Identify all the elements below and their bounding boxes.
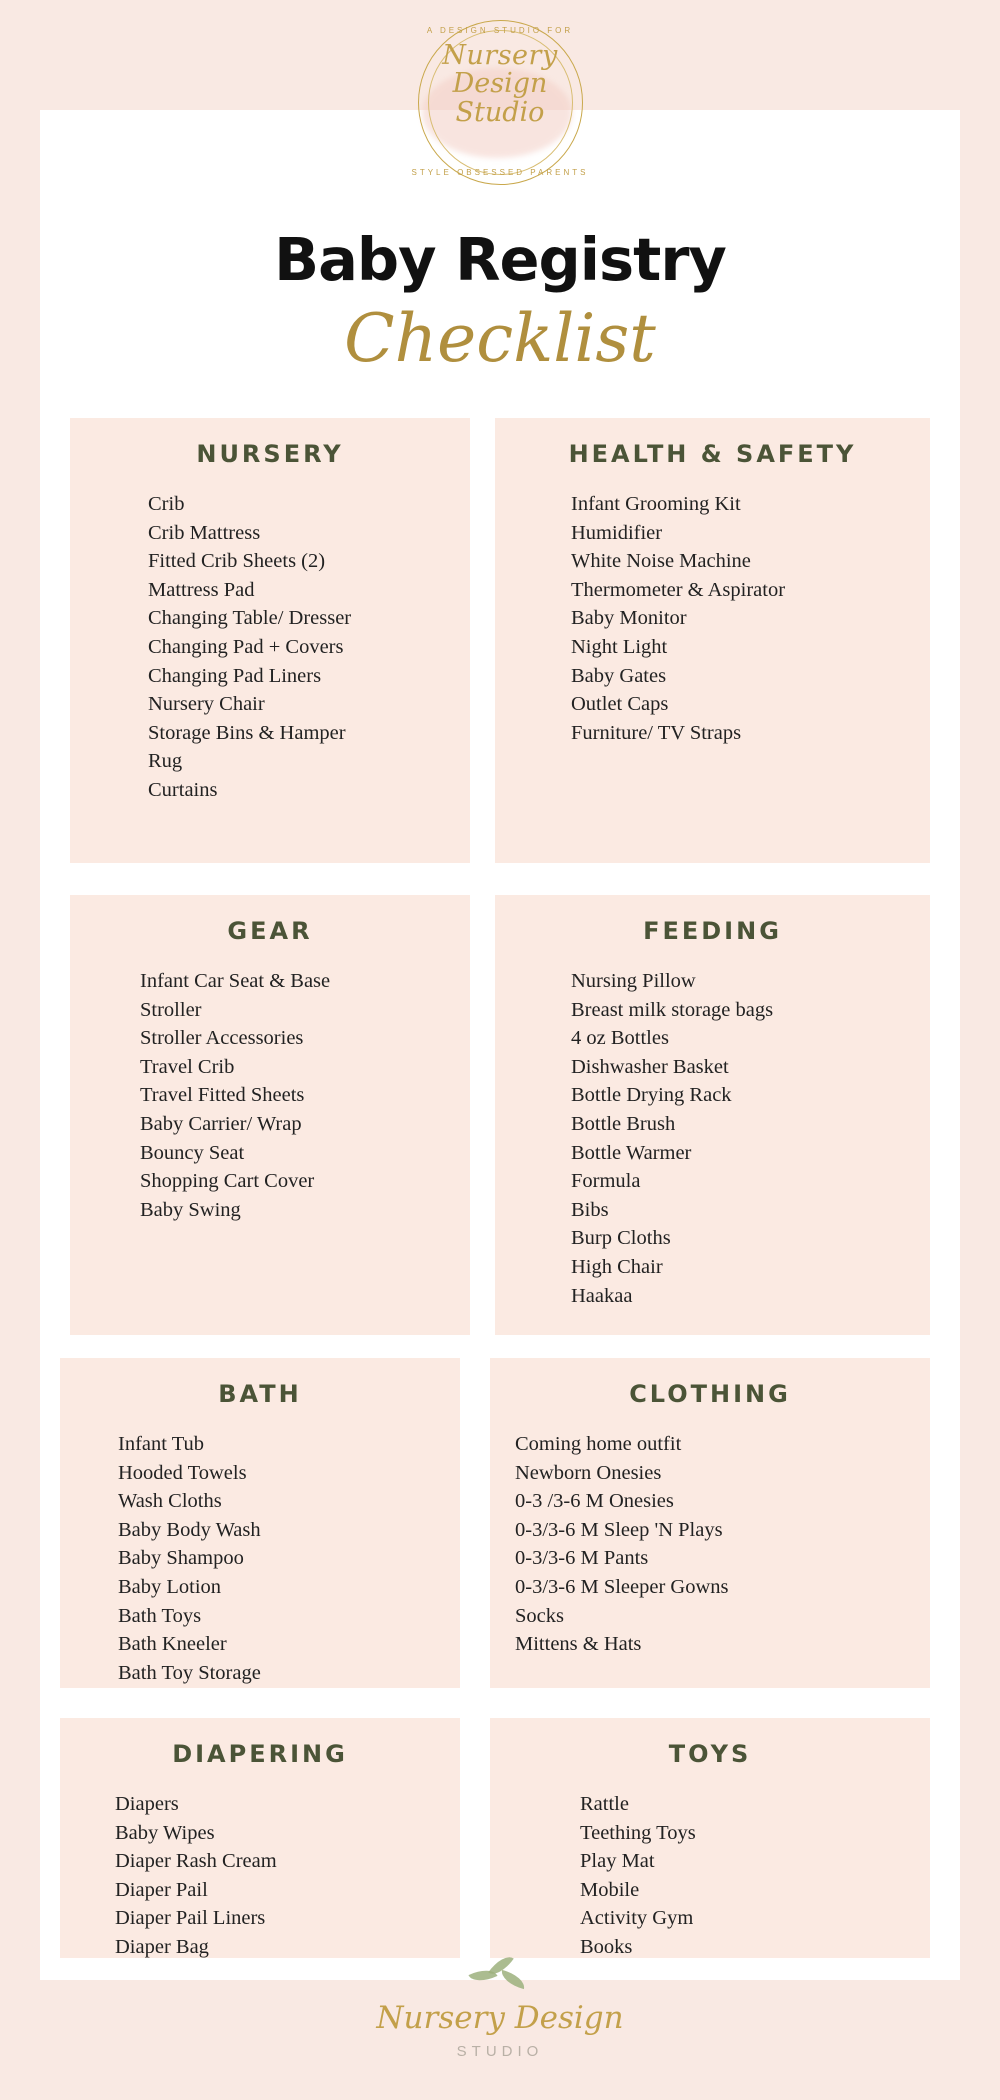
section-title-toys: TOYS	[668, 1740, 752, 1768]
section-feeding	[495, 895, 930, 1335]
list-item[interactable]: Bibs	[571, 1198, 609, 1221]
list-item[interactable]: Curtains	[148, 778, 218, 801]
section-diapering	[60, 1718, 460, 1958]
list-item[interactable]: Rug	[148, 750, 183, 773]
section-list-feeding	[495, 967, 930, 1310]
logo-arc-top-text: A DESIGN STUDIO FOR	[426, 26, 574, 35]
list-item[interactable]: Crib	[148, 493, 185, 515]
section-title-nursery: NURSERY	[196, 440, 344, 468]
list-item[interactable]: Burp Cloths	[571, 1227, 671, 1250]
list-item[interactable]: Bouncy Seat	[140, 1141, 245, 1164]
list-item[interactable]: Nursing Pillow	[571, 970, 696, 992]
brand-logo	[400, 8, 600, 208]
list-item[interactable]: Hooded Towels	[118, 1461, 247, 1484]
section-health-and-safety	[495, 418, 930, 863]
section-gear	[70, 895, 470, 1335]
section-toys	[490, 1718, 930, 1958]
section-list-gear	[70, 967, 470, 1224]
list-item[interactable]: Travel Fitted Sheets	[140, 1084, 305, 1107]
list-item[interactable]: Changing Table/ Dresser	[148, 607, 352, 630]
logo-line-2: Design	[452, 68, 548, 100]
leaf-icon	[470, 1955, 530, 1995]
list-item[interactable]: Baby Wipes	[115, 1821, 215, 1844]
list-item[interactable]: High Chair	[571, 1255, 663, 1278]
list-item[interactable]: 0-3 /3-6 M Onesies	[515, 1490, 674, 1513]
list-item[interactable]: Humidifier	[571, 521, 663, 544]
section-list-nursery	[70, 490, 470, 805]
list-item[interactable]: Diaper Pail Liners	[115, 1907, 266, 1930]
list-item[interactable]: Changing Pad Liners	[148, 664, 322, 687]
list-item[interactable]: 4 oz Bottles	[571, 1027, 669, 1050]
logo-arc-bottom-text: STYLE OBSESSED PARENTS	[411, 168, 589, 177]
list-item[interactable]: Night Light	[571, 635, 668, 658]
list-item[interactable]: Diapers	[115, 1793, 179, 1815]
list-item[interactable]: Play Mat	[580, 1850, 655, 1873]
section-title-health-and-safety: HEALTH & SAFETY	[568, 440, 857, 468]
list-item[interactable]: Baby Body Wash	[118, 1518, 261, 1541]
list-item[interactable]: Bottle Brush	[571, 1112, 676, 1135]
section-title-gear: GEAR	[227, 917, 313, 945]
section-list-health-and-safety	[495, 490, 930, 747]
section-list-bath	[60, 1430, 460, 1687]
section-list-diapering	[60, 1790, 460, 1962]
page-subtitle: Checklist	[344, 300, 656, 377]
list-item[interactable]: Mittens & Hats	[515, 1633, 642, 1656]
section-list-toys	[490, 1790, 930, 1962]
list-item[interactable]: Bottle Drying Rack	[571, 1084, 732, 1107]
list-item[interactable]: Diaper Rash Cream	[115, 1850, 277, 1873]
list-item[interactable]: 0-3/3-6 M Sleeper Gowns	[515, 1575, 729, 1598]
list-item[interactable]: Baby Swing	[140, 1198, 241, 1221]
section-nursery	[70, 418, 470, 863]
list-item[interactable]: Baby Gates	[571, 664, 667, 687]
list-item[interactable]: Infant Grooming Kit	[571, 493, 741, 515]
list-item[interactable]: Baby Lotion	[118, 1575, 222, 1598]
list-item[interactable]: Diaper Bag	[115, 1935, 209, 1958]
list-item[interactable]: Socks	[515, 1604, 564, 1627]
list-item[interactable]: Nursery Chair	[148, 693, 265, 716]
list-item[interactable]: Bath Toys	[118, 1604, 202, 1627]
list-item[interactable]: 0-3/3-6 M Sleep 'N Plays	[515, 1518, 723, 1541]
list-item[interactable]: Teething Toys	[580, 1821, 696, 1844]
list-item[interactable]: Storage Bins & Hamper	[148, 721, 346, 744]
list-item[interactable]: Formula	[571, 1170, 641, 1193]
list-item[interactable]: Haakaa	[571, 1284, 633, 1307]
list-item[interactable]: Wash Cloths	[118, 1490, 222, 1513]
list-item[interactable]: Stroller	[140, 998, 202, 1021]
list-item[interactable]: Furniture/ TV Straps	[571, 721, 742, 744]
list-item[interactable]: Mobile	[580, 1878, 640, 1901]
list-item[interactable]: Travel Crib	[140, 1055, 235, 1078]
list-item[interactable]: Bottle Warmer	[571, 1141, 692, 1164]
list-item[interactable]: Books	[580, 1935, 633, 1958]
list-item[interactable]: Bath Kneeler	[118, 1633, 227, 1656]
list-item[interactable]: White Noise Machine	[571, 550, 751, 573]
list-item[interactable]: Coming home outfit	[515, 1433, 682, 1455]
list-item[interactable]: Mattress Pad	[148, 578, 255, 601]
list-item[interactable]: Fitted Crib Sheets (2)	[148, 550, 326, 573]
list-item[interactable]: Baby Shampoo	[118, 1547, 244, 1570]
list-item[interactable]: Newborn Onesies	[515, 1461, 662, 1484]
list-item[interactable]: Stroller Accessories	[140, 1027, 304, 1050]
list-item[interactable]: Breast milk storage bags	[571, 998, 774, 1021]
page-title: Baby Registry	[274, 225, 726, 294]
section-title-bath: BATH	[218, 1380, 302, 1408]
list-item[interactable]: Outlet Caps	[571, 693, 669, 716]
list-item[interactable]: 0-3/3-6 M Pants	[515, 1547, 649, 1570]
list-item[interactable]: Infant Tub	[118, 1433, 205, 1455]
logo-line-3: Studio	[455, 96, 545, 128]
section-title-feeding: FEEDING	[643, 917, 782, 945]
list-item[interactable]: Dishwasher Basket	[571, 1055, 729, 1078]
list-item[interactable]: Baby Monitor	[571, 607, 687, 630]
list-item[interactable]: Diaper Pail	[115, 1878, 208, 1901]
list-item[interactable]: Rattle	[580, 1793, 629, 1815]
list-item[interactable]: Infant Car Seat & Base	[140, 970, 331, 992]
section-clothing	[490, 1358, 930, 1688]
section-list-clothing	[490, 1430, 930, 1659]
logo-line-1: Nursery	[442, 40, 558, 71]
list-item[interactable]: Changing Pad + Covers	[148, 635, 344, 658]
section-bath	[60, 1358, 460, 1688]
footer-brand-sub: STUDIO	[456, 2043, 544, 2060]
list-item[interactable]: Thermometer & Aspirator	[571, 578, 786, 601]
section-title-clothing: CLOTHING	[629, 1380, 791, 1408]
section-title-diapering: DIAPERING	[172, 1740, 348, 1768]
list-item[interactable]: Baby Carrier/ Wrap	[140, 1112, 302, 1135]
footer-brand: Nursery Design	[376, 2000, 624, 2036]
list-item[interactable]: Crib Mattress	[148, 521, 261, 544]
list-item[interactable]: Shopping Cart Cover	[140, 1170, 315, 1193]
logo-wordmark	[400, 42, 600, 127]
list-item[interactable]: Activity Gym	[580, 1907, 694, 1930]
list-item[interactable]: Bath Toy Storage	[118, 1661, 261, 1684]
